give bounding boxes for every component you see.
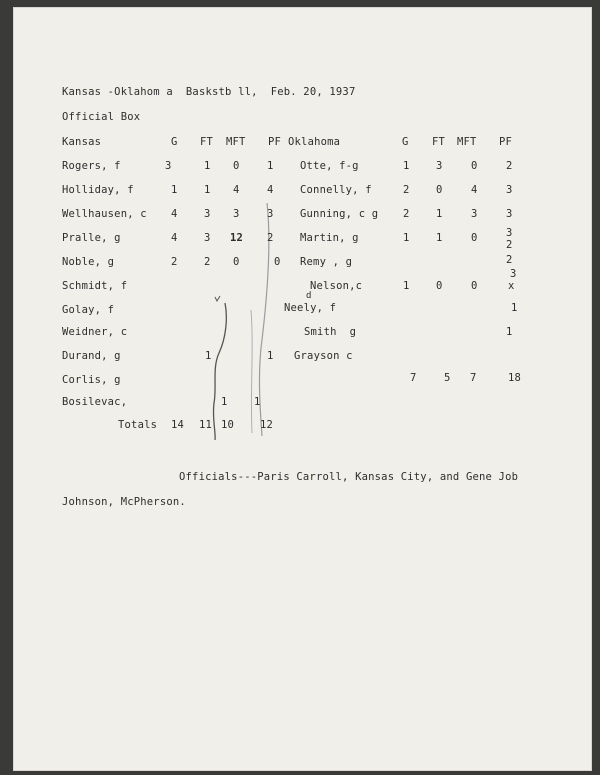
kansas-totals-g: 14 (171, 419, 185, 431)
kansas-player-g: 4 (171, 208, 178, 220)
kansas-totals-ft: 11 (199, 419, 213, 431)
kansas-player-name: Noble, g (62, 256, 115, 268)
kansas-player-name: Schmidt, f (62, 280, 128, 292)
kansas-player-name: Wellhausen, c (62, 208, 147, 220)
oklahoma-player-name: Nelson,c (310, 280, 363, 292)
kansas-player-pf: 3 (267, 208, 274, 220)
kansas-player-ft: 3 (204, 208, 211, 220)
oklahoma-player-name: Connelly, f (300, 184, 372, 196)
oklahoma-player-mft: 0 (471, 232, 478, 244)
oklahoma-player-name: Grayson c (294, 350, 353, 362)
oklahoma-header-g: G (402, 136, 409, 148)
oklahoma-player-name: Otte, f-g (300, 160, 359, 172)
oklahoma-totals-mft: 7 (470, 372, 477, 384)
kansas-header-g: G (171, 136, 178, 148)
officials-line: Officials---Paris Carroll, Kansas City, and Gene Job (179, 471, 519, 483)
oklahoma-team-header: Oklahoma (288, 136, 341, 148)
oklahoma-player-g: 1 (403, 280, 410, 292)
kansas-totals-label: Totals (118, 419, 158, 431)
kansas-player-ft: 1 (205, 350, 212, 362)
kansas-player-ft: 3 (204, 232, 211, 244)
officials-line-continued: Johnson, McPherson. (62, 496, 186, 508)
kansas-player-mft: 0 (233, 256, 240, 268)
oklahoma-player-mft: 0 (471, 280, 478, 292)
kansas-player-ft: 1 (204, 184, 211, 196)
oklahoma-player-mft: 0 (471, 160, 478, 172)
kansas-player-name: Bosilevac, (62, 396, 128, 408)
oklahoma-player-pf: 1 (506, 326, 513, 338)
kansas-header-mft: MFT (226, 136, 246, 148)
kansas-player-pf: 1 (267, 160, 274, 172)
oklahoma-player-mft: 3 (471, 208, 478, 220)
oklahoma-player-pf: 2 (506, 160, 513, 172)
kansas-player-name: Golay, f (62, 304, 115, 316)
document-page (13, 7, 592, 771)
oklahoma-player-pf: 1 (511, 302, 518, 314)
kansas-player-pf: 1 (254, 396, 261, 408)
oklahoma-player-mft: 4 (471, 184, 478, 196)
kansas-player-pf: 0 (274, 256, 281, 268)
kansas-player-g: 2 (171, 256, 178, 268)
oklahoma-player-g: 2 (403, 184, 410, 196)
kansas-player-name: Weidner, c (62, 326, 128, 338)
kansas-player-pf: 1 (267, 350, 274, 362)
oklahoma-player-ft: 1 (436, 232, 443, 244)
oklahoma-player-name: Martin, g (300, 232, 359, 244)
oklahoma-pf-correction: 2 (506, 239, 513, 251)
kansas-header-ft: FT (200, 136, 214, 148)
kansas-player-pf: 4 (267, 184, 274, 196)
kansas-player-g: 4 (171, 232, 178, 244)
oklahoma-player-ft: 0 (436, 280, 443, 292)
kansas-player-name: Corlis, g (62, 374, 121, 386)
kansas-player-pf: 2 (267, 232, 274, 244)
document-title: Kansas -Oklahom a Baskstb ll, Feb. 20, 1937 (62, 86, 356, 98)
kansas-player-ft: 1 (204, 160, 211, 172)
kansas-team-header: Kansas (62, 136, 102, 148)
oklahoma-player-name: Smith g (304, 326, 357, 338)
kansas-player-name: Pralle, g (62, 232, 121, 244)
oklahoma-player-name: Gunning, c g (300, 208, 379, 220)
kansas-player-mft: 3 (233, 208, 240, 220)
oklahoma-totals-pf: 18 (508, 372, 522, 384)
kansas-player-ft: 2 (204, 256, 211, 268)
oklahoma-player-ft: 0 (436, 184, 443, 196)
oklahoma-player-ft: 3 (436, 160, 443, 172)
document-subtitle: Official Box (62, 111, 141, 123)
kansas-player-name: Durand, g (62, 350, 121, 362)
oklahoma-player-pf: 3 (506, 208, 513, 220)
oklahoma-pf-strike: x (508, 280, 515, 292)
kansas-player-mft: 4 (233, 184, 240, 196)
kansas-header-pf: PF (268, 136, 282, 148)
oklahoma-player-name: Neely, f (284, 302, 337, 314)
oklahoma-header-ft: FT (432, 136, 446, 148)
oklahoma-totals-g: 7 (410, 372, 417, 384)
oklahoma-totals-ft: 5 (444, 372, 451, 384)
neely-insert-mark: d (306, 291, 312, 301)
oklahoma-player-ft: 1 (436, 208, 443, 220)
oklahoma-player-g: 2 (403, 208, 410, 220)
oklahoma-player-pf: 3 (506, 184, 513, 196)
kansas-totals-pf: 12 (260, 419, 274, 431)
kansas-player-g: 3 (165, 160, 172, 172)
oklahoma-player-pf: 3 (506, 227, 513, 239)
kansas-player-name: Holliday, f (62, 184, 134, 196)
oklahoma-header-mft: MFT (457, 136, 477, 148)
kansas-player-g: 1 (171, 184, 178, 196)
kansas-totals-mft: 10 (221, 419, 235, 431)
kansas-player-mft: 1 (221, 396, 228, 408)
oklahoma-player-name: Remy , g (300, 256, 353, 268)
kansas-player-mft: 12 (230, 232, 244, 244)
oklahoma-player-g: 1 (403, 232, 410, 244)
kansas-player-mft: 0 (233, 160, 240, 172)
oklahoma-player-pf: 3 (510, 268, 517, 280)
oklahoma-header-pf: PF (499, 136, 513, 148)
oklahoma-player-pf: 2 (506, 254, 513, 266)
kansas-player-name: Rogers, f (62, 160, 121, 172)
oklahoma-player-g: 1 (403, 160, 410, 172)
